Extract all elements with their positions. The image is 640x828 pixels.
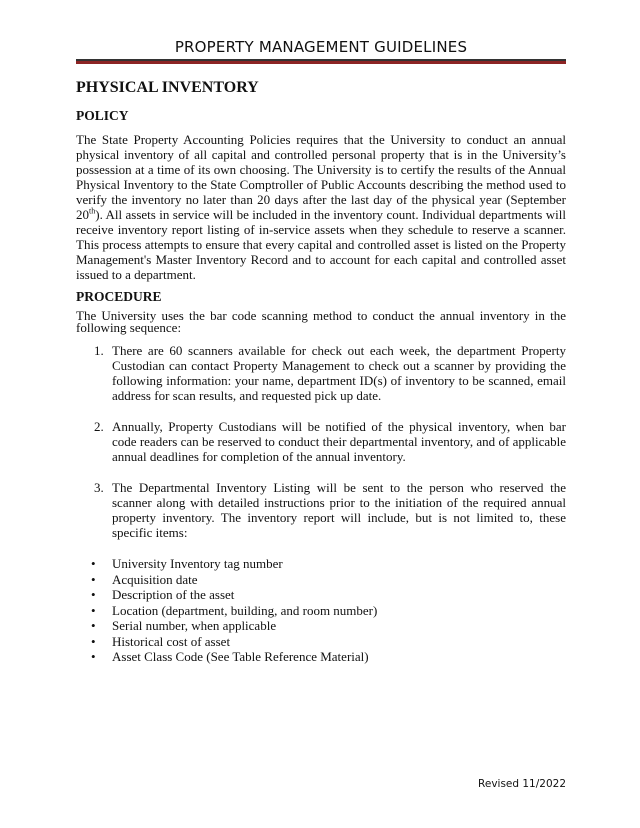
- page-header-title: PROPERTY MANAGEMENT GUIDELINES: [174, 38, 468, 56]
- procedure-steps: [76, 343, 566, 540]
- list-item: • Location (department, building, and room number): [91, 602, 378, 618]
- policy-superscript: th: [89, 206, 96, 216]
- step-number: 2.: [94, 419, 104, 434]
- procedure-heading: PROCEDURE: [76, 289, 162, 304]
- policy-paragraph: [76, 132, 566, 282]
- list-item: • Acquisition date: [91, 571, 198, 587]
- list-item: • Historical cost of asset: [91, 633, 231, 649]
- policy-text-part2: ). All assets in service will be included in the inventory count. Individual departments will receive inventory report listing of in-service assets when they schedule to reserve a scanner. This process attempts to ensure that every capital and controlled asset is listed on the Property Management's Master Inventory Record and to account for each capital and controlled asset issued to a department.: [76, 207, 566, 282]
- step-text: There are 60 scanners available for check out each week, the department Property Custodian can contact Property Management to check out a scanner by providing the following information: your name, department ID(s) of inventory to be scanned, email address for scan results, and requested pick up date.: [112, 343, 566, 403]
- header-accent-rule: [76, 61, 566, 64]
- policy-heading: POLICY: [76, 108, 129, 123]
- policy-text-part1: The State Property Accounting Policies requires that the University to conduct an annual physical inventory of all capital and controlled personal property that is in the University’s possession at a time of its own choosing. The University is to certify the results of the Annual Physical Inventory to the State Comptroller of Public Accounts describing the method used to verify the inventory no later than 20 days after the last day of the physical year (September 20: [76, 132, 566, 222]
- bullet-icon: •: [91, 618, 96, 633]
- revision-date: Revised 11/2022: [478, 778, 566, 790]
- bullet-icon: •: [91, 587, 96, 602]
- procedure-intro: The University uses the bar code scanning method to conduct the annual inventory in the following sequence:: [76, 308, 566, 335]
- bullet-icon: •: [91, 649, 96, 664]
- list-item: • Serial number, when applicable: [91, 618, 277, 633]
- inventory-items-list: [76, 556, 566, 665]
- procedure-step: [76, 480, 566, 540]
- step-text: Annually, Property Custodians will be notified of the physical inventory, when bar code readers can be reserved to conduct their departmental inventory, and of applicable annual deadlines for completion of the annual inventory.: [112, 419, 566, 464]
- procedure-step: [76, 343, 566, 403]
- list-item: • Asset Class Code (See Table Reference Material): [91, 649, 369, 664]
- step-number: 1.: [94, 343, 104, 358]
- list-item: • Description of the asset: [91, 587, 235, 602]
- procedure-step: [76, 419, 566, 464]
- section-title: PHYSICAL INVENTORY: [76, 79, 259, 96]
- bullet-icon: •: [91, 633, 96, 649]
- bullet-icon: •: [91, 571, 96, 587]
- bullet-icon: •: [91, 556, 96, 571]
- list-item: • University Inventory tag number: [91, 556, 283, 571]
- bullet-icon: •: [91, 602, 96, 618]
- step-text: The Departmental Inventory Listing will be sent to the person who reserved the scanner along with detailed instructions prior to the initiation of the required annual property inventory. The inventory report will include, but is not limited to, these specific items:: [112, 480, 566, 540]
- document-body: [76, 72, 566, 665]
- step-number: 3.: [94, 480, 104, 495]
